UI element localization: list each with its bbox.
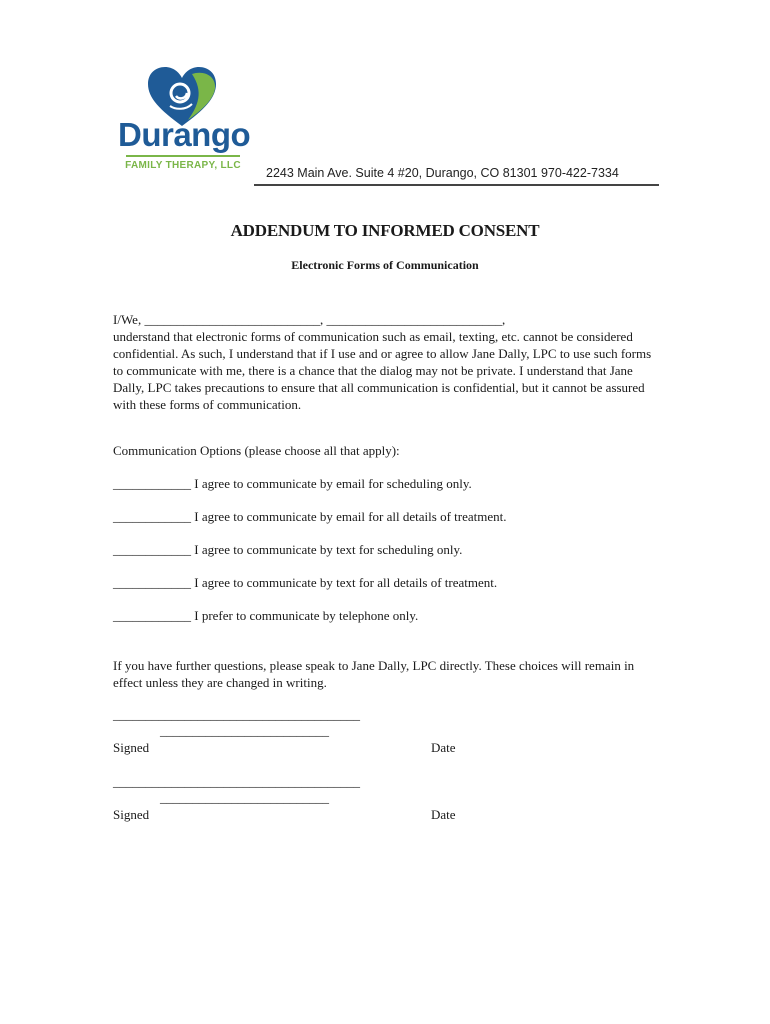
- option-row-email-treatment: [113, 508, 507, 525]
- option-blank[interactable]: ____________: [113, 608, 191, 623]
- option-row-text-scheduling: [113, 541, 462, 558]
- name-blanks-line[interactable]: I/We, ___________________________, ___________________________,: [113, 312, 506, 327]
- practice-address: 2243 Main Ave. Suite 4 #20, Durango, CO 81301 970-422-7334: [266, 166, 619, 180]
- option-blank[interactable]: ____________: [113, 542, 191, 557]
- header-divider: [254, 184, 659, 186]
- intro-body-text: understand that electronic forms of communication such as email, texting, etc. cannot be considered confidential. As such, I understand that if I use and or agree to allow Jane Dally, LPC to use such forms to communicate with me, there is a chance that the dialog may not be private. I understand that Jane Dally, LPC takes precautions to ensure that all communication is confidential, but it cannot be assured with these forms of communication.: [113, 329, 652, 412]
- date-label: Date: [431, 807, 456, 822]
- option-text: I agree to communicate by email for scheduling only.: [194, 476, 472, 491]
- option-text: I prefer to communicate by telephone only.: [194, 608, 419, 623]
- intro-paragraph: [113, 311, 663, 413]
- option-text: I agree to communicate by email for all details of treatment.: [194, 509, 507, 524]
- option-row-text-treatment: [113, 574, 497, 591]
- company-logo: [118, 66, 251, 178]
- option-row-telephone: [113, 607, 418, 624]
- option-row-email-scheduling: [113, 475, 472, 492]
- signature-line-1[interactable]: ______________________________________: [113, 707, 360, 722]
- signature-line-2[interactable]: ______________________________________: [113, 774, 360, 789]
- options-heading: Communication Options (please choose all that apply):: [113, 443, 400, 458]
- document-title: ADDENDUM TO INFORMED CONSENT: [230, 221, 540, 240]
- logo-divider: [126, 155, 240, 157]
- document-subtitle: Electronic Forms of Communication: [291, 258, 479, 272]
- option-text: I agree to communicate by text for all details of treatment.: [194, 575, 498, 590]
- logo-brand-text: Durango: [118, 116, 251, 153]
- date-label: Date: [431, 740, 456, 755]
- option-blank[interactable]: ____________: [113, 476, 191, 491]
- option-text: I agree to communicate by text for scheduling only.: [194, 542, 463, 557]
- option-blank[interactable]: ____________: [113, 575, 191, 590]
- logo-subtitle: FAMILY THERAPY, LLC: [125, 160, 241, 171]
- signed-label: Signed: [113, 807, 150, 822]
- date-line-1[interactable]: __________________________: [160, 723, 329, 738]
- date-line-2[interactable]: __________________________: [160, 790, 329, 805]
- option-blank[interactable]: ____________: [113, 509, 191, 524]
- closing-paragraph: If you have further questions, please speak to Jane Dally, LPC directly. These choices will remain in effect unless they are changed in writing.: [113, 658, 635, 690]
- signed-label: Signed: [113, 740, 150, 755]
